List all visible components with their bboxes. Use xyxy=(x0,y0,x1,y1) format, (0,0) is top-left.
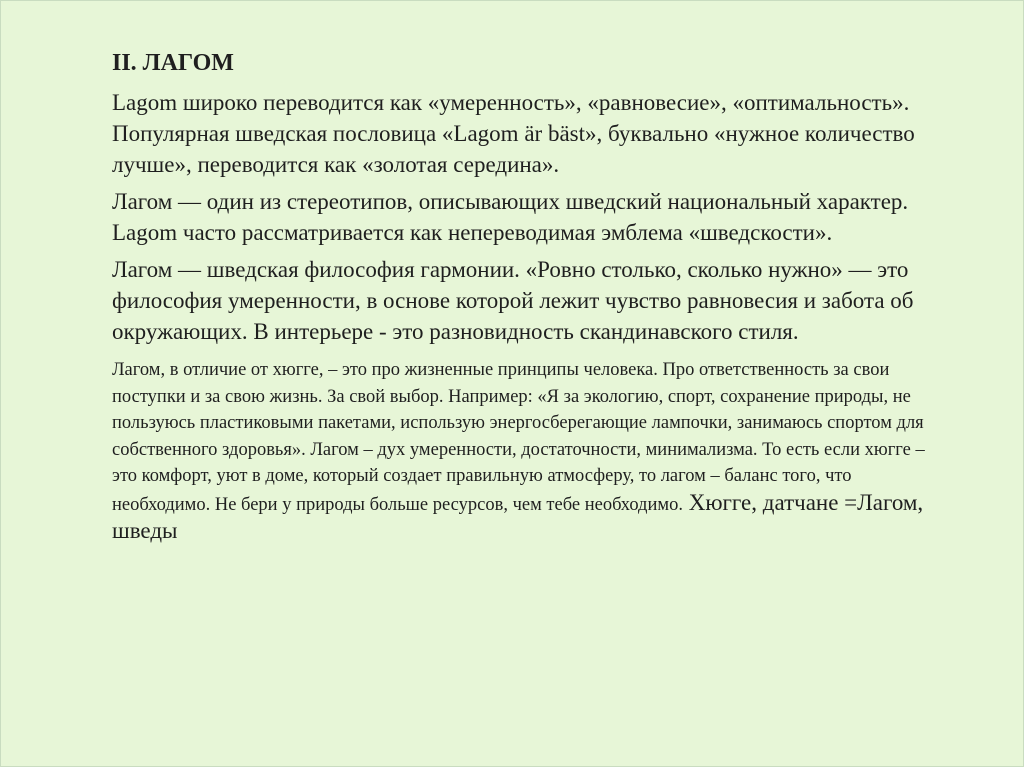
paragraph-harmony-philosophy: Лагом — шведская философия гармонии. «Ровно столько, сколько нужно» — это философия умеренности, в основе которой лежит чувство равновесия и забота об окружающих. В интерьере - это разновидность скандинавского стиля. xyxy=(112,257,914,344)
slide-title: II. ЛАГОМ xyxy=(112,50,234,76)
paragraph-lagom-vs-hygge xyxy=(112,357,952,547)
paragraph-swedish-stereotype: Лагом — один из стереотипов, описывающих шведский национальный характер. Lagom часто рассматривается как непереводимая эмблема «шведскости». xyxy=(112,189,909,245)
hygge-lagom-summary: Хюгге, датчане =Лагом, шведы xyxy=(112,489,924,543)
hygge-comparison-text: Лагом, в отличие от хюгге, – это про жизненные принципы человека. Про ответственность за свои поступки и за свою жизнь. За свой выбор. Например: «Я за экологию, спорт, сохранение природы, не пользуюсь пластиковыми пакетами, использую энергосберегающие лампочки, занимаюсь спортом для собственного здоровья». Лагом – дух умеренности, достаточности, минимализма. То есть если хюгге – это комфорт, уют в доме, который создает правильную атмосферу, то лагом – баланс того, что необходимо. Не бери у природы больше ресурсов, чем тебе необходимо. xyxy=(112,360,925,515)
paragraph-lagom-definition: Lagom широко переводится как «умеренность», «равновесие», «оптимальность». Популярная шведская пословица «Lagom är bäst», буквально «нужное количество лучше», переводится как «золотая середина». xyxy=(112,90,915,177)
slide-content xyxy=(112,47,952,547)
